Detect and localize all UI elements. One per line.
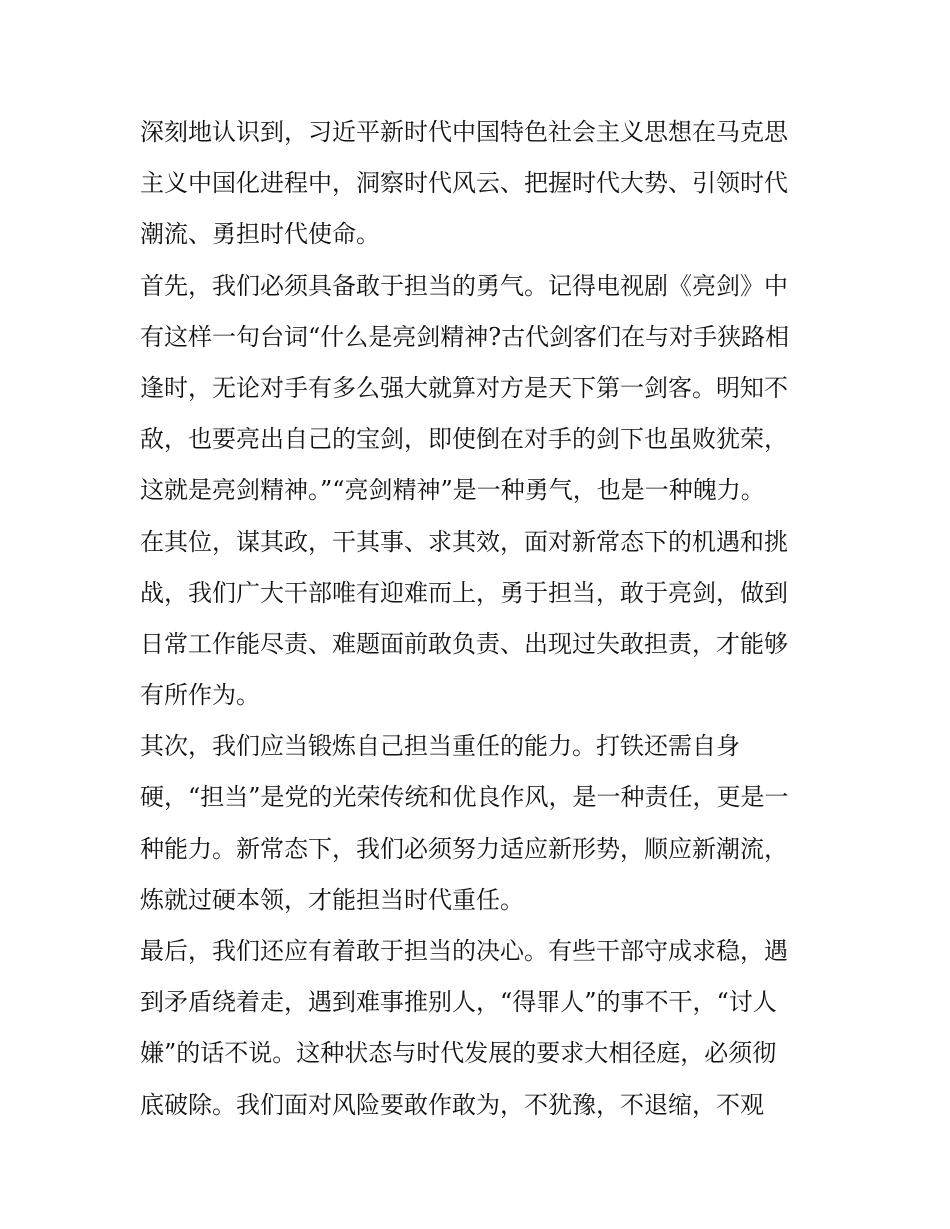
text-line: 硬，“担当”是党的光荣传统和优良作风，是一种责任，更是一 [140, 783, 789, 812]
text-line: 日常工作能尽责、难题面前敢负责、出现过失敢担责，才能够 [140, 629, 788, 658]
text-line: 这就是亮剑精神。”“亮剑精神”是一种勇气，也是一种魄力。 [140, 476, 765, 505]
text-line: 其次，我们应当锻炼自己担当重任的能力。打铁还需自身 [140, 732, 740, 761]
text-line: 最后，我们还应有着敢于担当的决心。有些干部守成求稳，遇 [140, 937, 788, 965]
text-line: 首先，我们必须具备敢于担当的勇气。记得电视剧《亮剑》中 [140, 271, 788, 300]
text-line: 在其位，谋其政，干其事、求其效，面对新常态下的机遇和挑 [140, 527, 788, 556]
text-line: 炼就过硬本领，才能担当时代重任。 [140, 885, 524, 914]
text-line: 战，我们广大干部唯有迎难而上，勇于担当，敢于亮剑，做到 [140, 578, 788, 607]
text-line: 种能力。新常态下，我们必须努力适应新形势，顺应新潮流， [140, 834, 788, 863]
document-body [140, 107, 812, 1131]
text-line: 有所作为。 [140, 681, 260, 710]
text-line: 主义中国化进程中，洞察时代风云、把握时代大势、引领时代 [140, 169, 788, 198]
text-line: 底破除。我们面对风险要敢作敢为，不犹豫，不退缩，不观 [140, 1090, 764, 1119]
text-line: 到矛盾绕着走，遇到难事推别人，“得罪人”的事不干，“讨人 [140, 988, 777, 1017]
text-line: 逢时，无论对手有多么强大就算对方是天下第一剑客。明知不 [140, 373, 788, 402]
text-line: 敌，也要亮出自己的宝剑，即使倒在对手的剑下也虽败犹荣， [140, 425, 788, 454]
text-line: 有这样一句台词“什么是亮剑精神?古代剑客们在与对手狭路相 [140, 322, 790, 351]
text-line: 潮流、勇担时代使命。 [140, 220, 380, 249]
text-line: 嫌”的话不说。这种状态与时代发展的要求大相径庭，必须彻 [140, 1039, 777, 1068]
text-line: 深刻地认识到，习近平新时代中国特色社会主义思想在马克思 [140, 118, 788, 146]
